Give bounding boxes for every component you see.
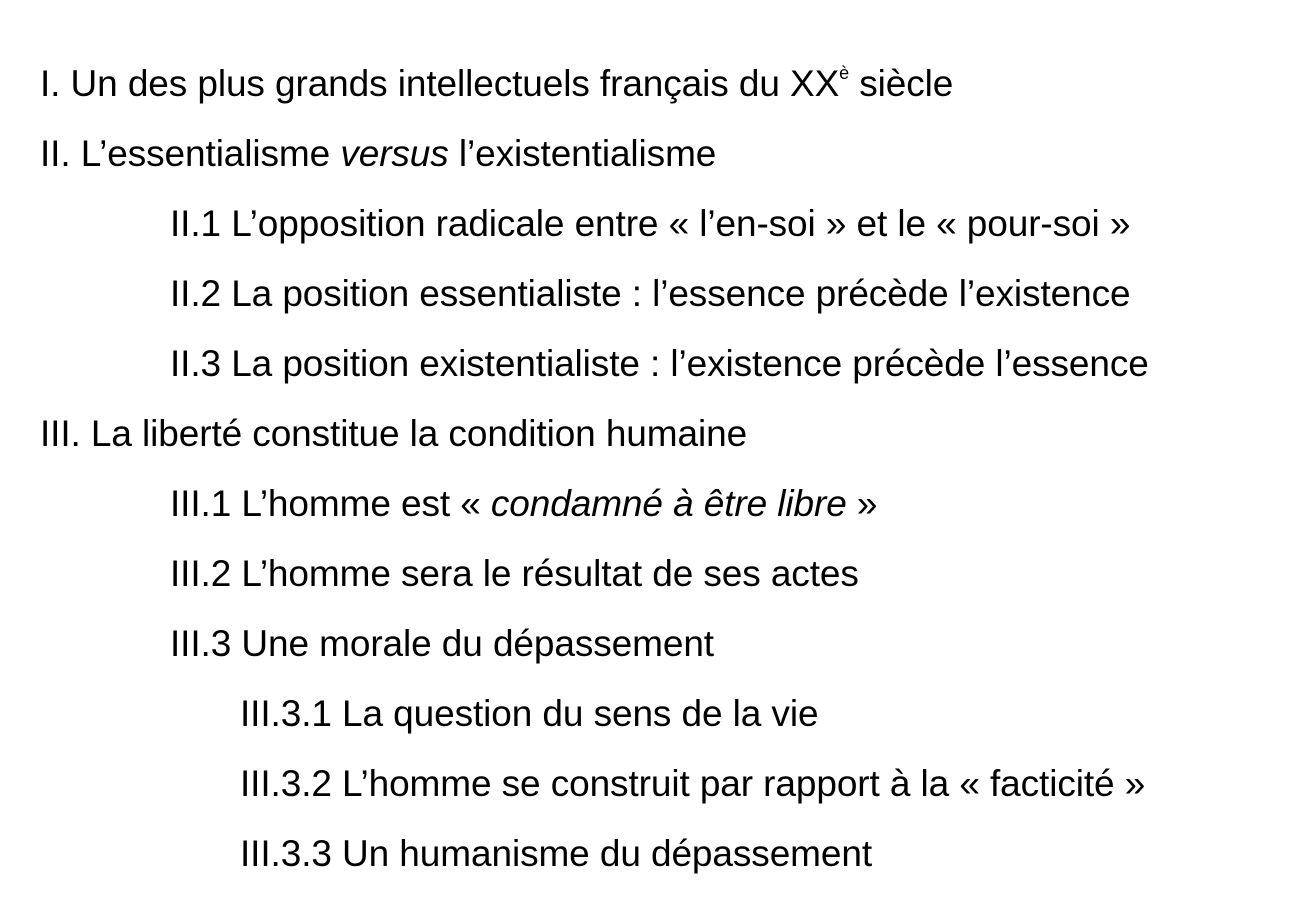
outline-item-3-1 (170, 482, 877, 526)
outline-text: III.2 L’homme sera le résultat de ses actes (170, 553, 859, 594)
outline-item-2-3 (170, 342, 1149, 386)
outline-item-2-2 (170, 272, 1130, 316)
outline-text: III.1 L’homme est « (170, 483, 491, 524)
outline-text: III.3.2 L’homme se construit par rapport à la « facticité » (240, 763, 1146, 804)
outline-item-3-3-3 (240, 832, 872, 876)
outline-text: II.1 L’opposition radicale entre « l’en-soi » et le « pour-soi » (170, 203, 1131, 244)
outline-item-3-3-1 (240, 692, 818, 736)
outline-text: III.3.3 Un humanisme du dépassement (240, 833, 873, 874)
outline-text: II. L’essentialisme (40, 133, 341, 174)
italic-text: versus (340, 133, 449, 174)
outline-item-3-3 (170, 622, 714, 666)
outline-item-1 (40, 62, 953, 106)
outline-text: II.2 La position essentialiste : l’essence précède l’existence (170, 273, 1131, 314)
superscript-text: è (839, 62, 850, 83)
outline-text: III. La liberté constitue la condition humaine (40, 413, 748, 454)
italic-text: condamné à être libre (490, 483, 847, 524)
outline-text: I. Un des plus grands intellectuels français du XX (40, 63, 840, 104)
outline-text: III.3 Une morale du dépassement (170, 623, 714, 664)
outline-text: II.3 La position existentialiste : l’existence précède l’essence (170, 343, 1149, 384)
outline-item-2 (40, 132, 716, 176)
outline-text: siècle (849, 63, 954, 104)
outline-item-2-1 (170, 202, 1130, 246)
outline-item-3-2 (170, 552, 859, 596)
outline-item-3 (40, 412, 747, 456)
outline-text: III.3.1 La question du sens de la vie (240, 693, 819, 734)
outline-item-3-3-2 (240, 762, 1145, 806)
outline-text: » (846, 483, 878, 524)
outline-text: l’existentialisme (448, 133, 717, 174)
